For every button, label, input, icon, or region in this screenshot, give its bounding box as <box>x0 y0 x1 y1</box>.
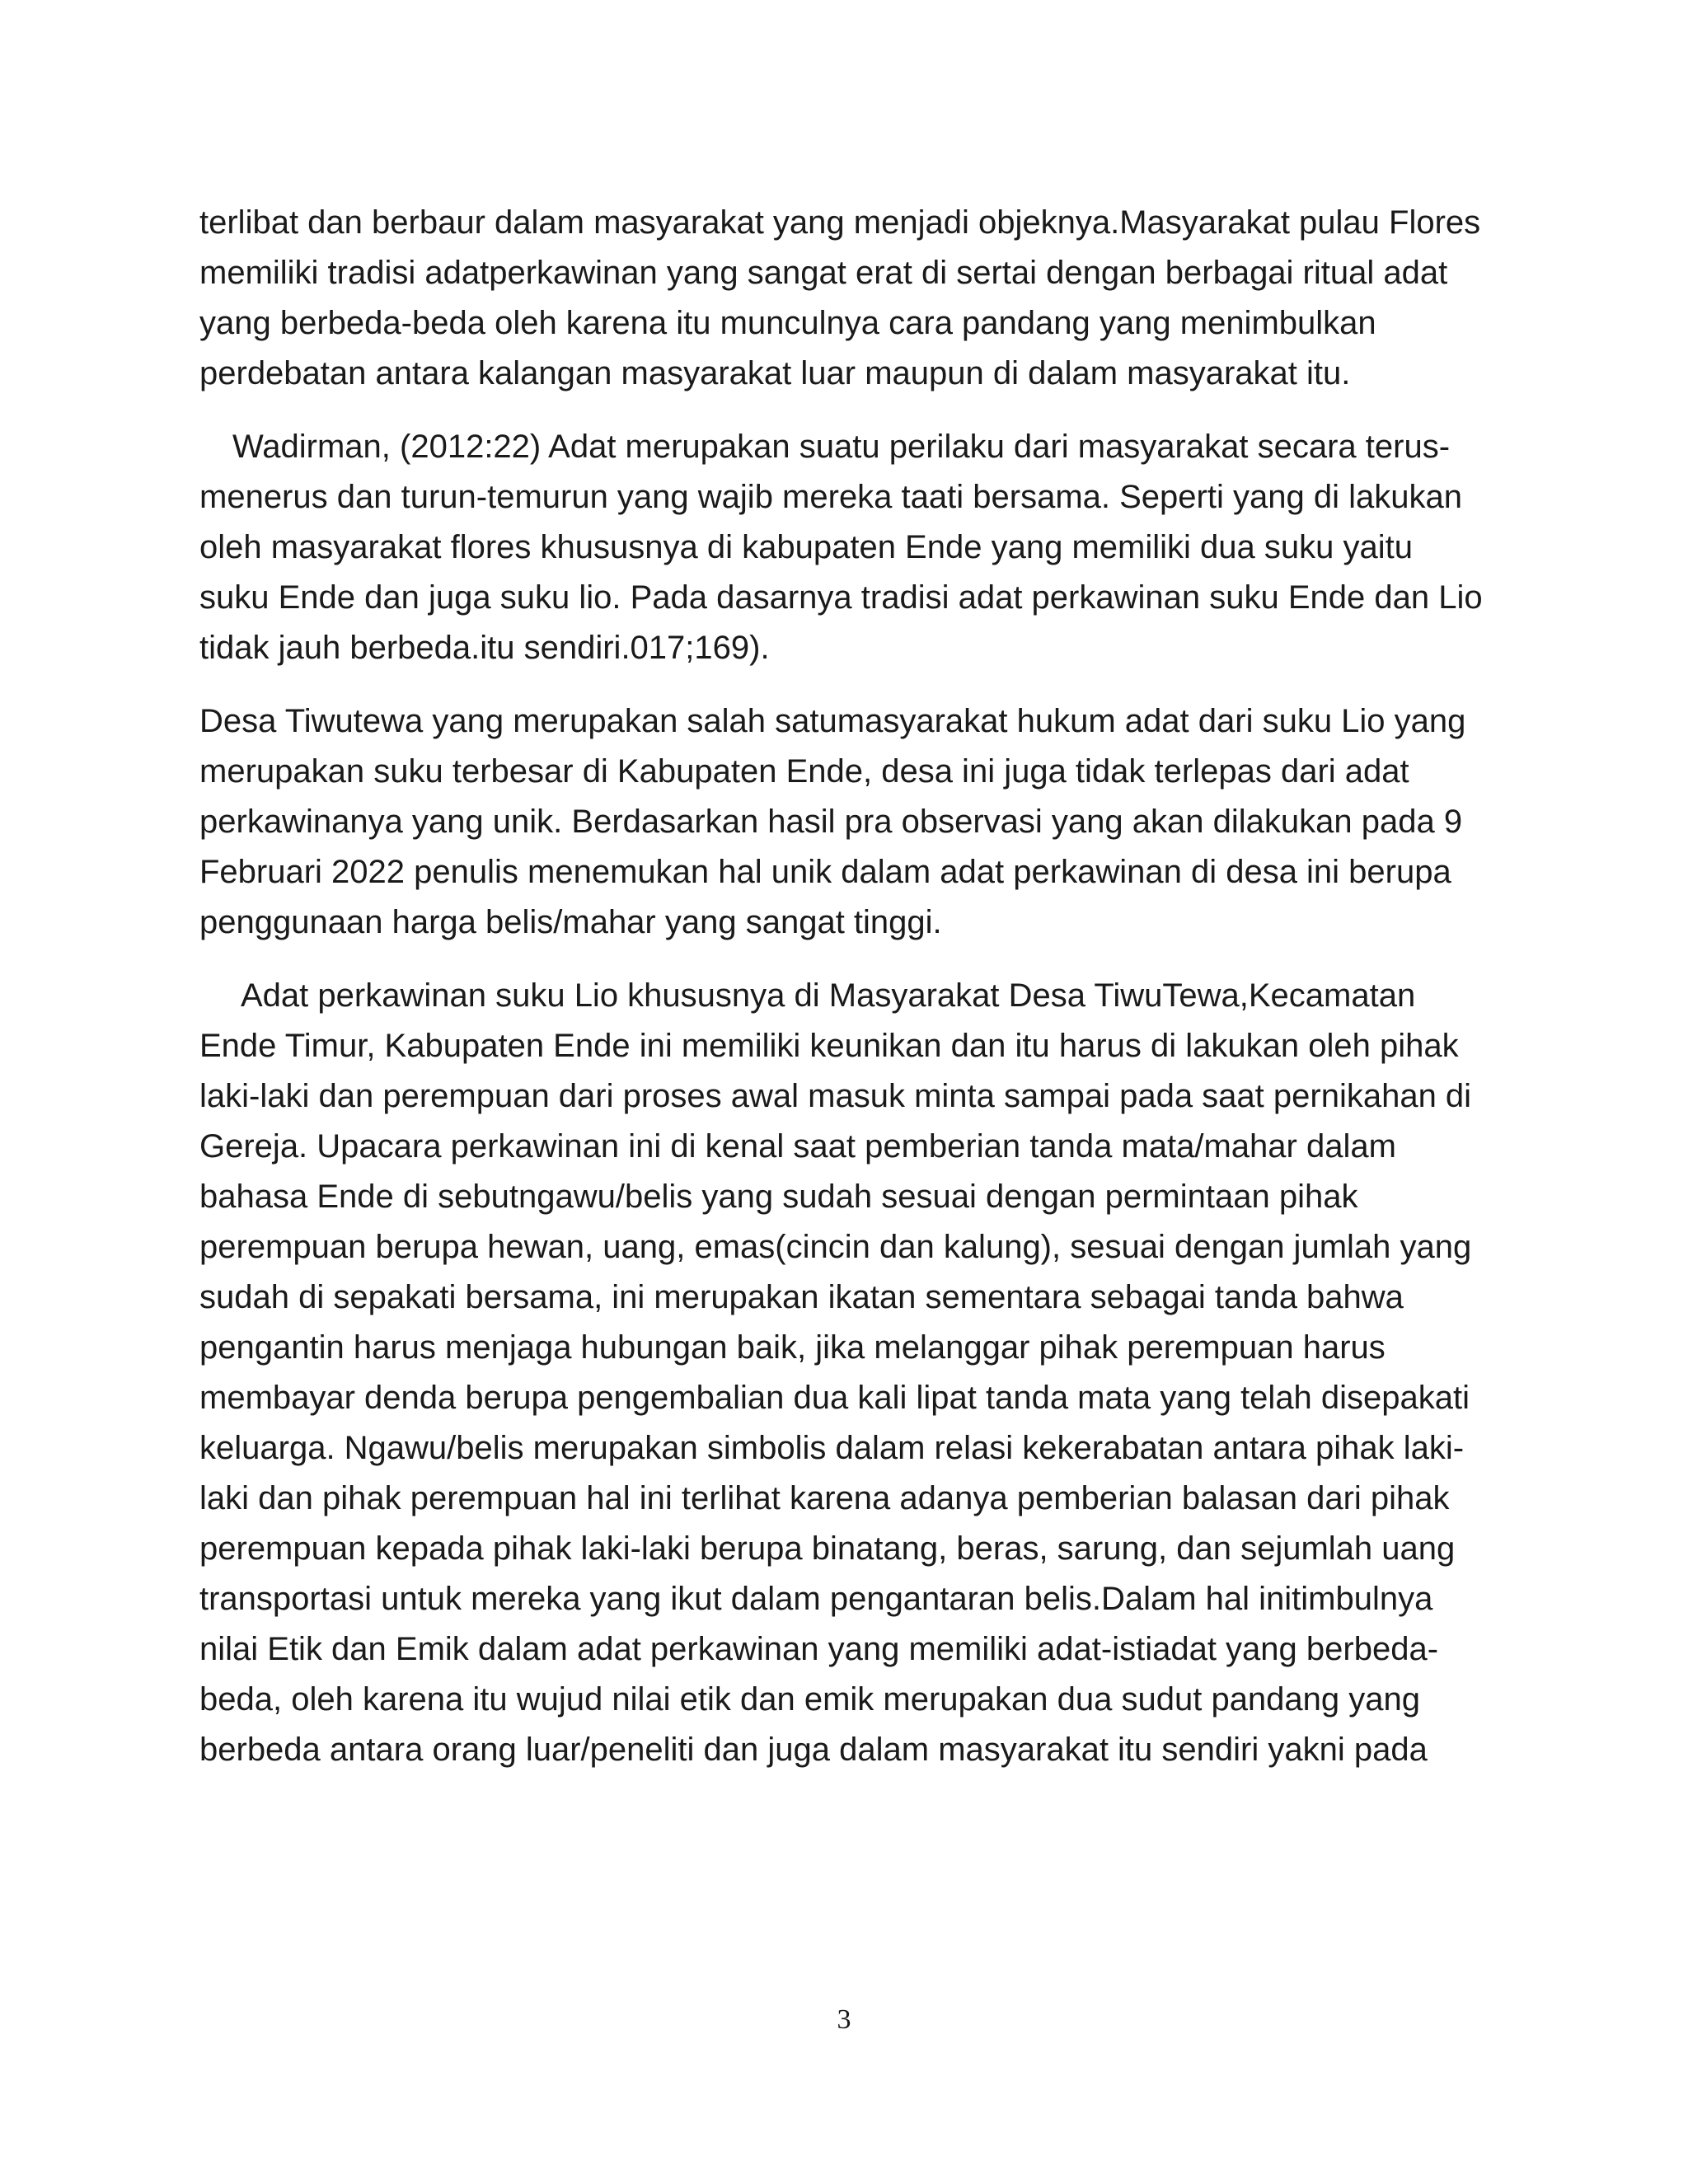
page-number: 3 <box>837 2004 851 2035</box>
paragraph-2: Wadirman, (2012:22) Adat merupakan suatu perilaku dari masyarakat secara terus-menerus dan turun-temurun yang wajib mereka taati bersama. Seperti yang di lakukan oleh masyarakat flores khususnya di kabupaten Ende yang memiliki dua suku yaitu suku Ende dan juga suku lio. Pada dasarnya tradisi adat perkawinan suku Ende dan Lio tidak jauh berbeda.itu sendiri.017;169). <box>199 429 1483 666</box>
paragraph-3: Desa Tiwutewa yang merupakan salah satumasyarakat hukum adat dari suku Lio yang merupakan suku terbesar di Kabupaten Ende, desa ini juga tidak terlepas dari adat perkawinanya yang unik. Berdasarkan hasil pra observasi yang akan dilakukan pada 9 Februari 2022 penulis menemukan hal unik dalam adat perkawinan di desa ini berupa penggunaan harga belis/mahar yang sangat tinggi. <box>199 703 1466 940</box>
paragraph-4: Adat perkawinan suku Lio khususnya di Masyarakat Desa TiwuTewa,Kecamatan Ende Timur, Kabupaten Ende ini memiliki keunikan dan itu harus di lakukan oleh pihak laki-laki dan perempuan dari proses awal masuk minta sampai pada saat pernikahan di Gereja. Upacara perkawinan ini di kenal saat pemberian tanda mata/mahar dalam bahasa Ende di sebutngawu/belis yang sudah sesuai dengan permintaan pihak perempuan berupa hewan, uang, emas(cincin dan kalung), sesuai dengan jumlah yang sudah di sepakati bersama, ini merupakan ikatan sementara sebagai tanda bahwa pengantin harus menjaga hubungan baik, jika melanggar pihak perempuan harus membayar denda berupa pengembalian dua kali lipat tanda mata yang telah disepakati keluarga. Ngawu/belis merupakan simbolis dalam relasi kekerabatan antara pihak laki-laki dan pihak perempuan hal ini terlihat karena adanya pemberian balasan dari pihak perempuan kepada pihak laki-laki berupa binatang, beras, sarung, dan sejumlah uang transportasi untuk mereka yang ikut dalam pengantaran belis.Dalam hal initimbulnya nilai Etik dan Emik dalam adat perkawinan yang memiliki adat-istiadat yang berbeda-beda, oleh karena itu wujud nilai etik dan emik merupakan dua sudut pandang yang berbeda antara orang luar/peneliti dan juga dalam masyarakat itu sendiri yakni pada <box>199 977 1472 1768</box>
paragraph-1: terlibat dan berbaur dalam masyarakat yang menjadi objeknya.Masyarakat pulau Flores memiliki tradisi adatperkawinan yang sangat erat di sertai dengan berbagai ritual adat yang berbeda-beda oleh karena itu munculnya cara pandang yang menimbulkan perdebatan antara kalangan masyarakat luar maupun di dalam masyarakat itu. <box>199 204 1481 391</box>
body-text <box>199 198 1485 1798</box>
